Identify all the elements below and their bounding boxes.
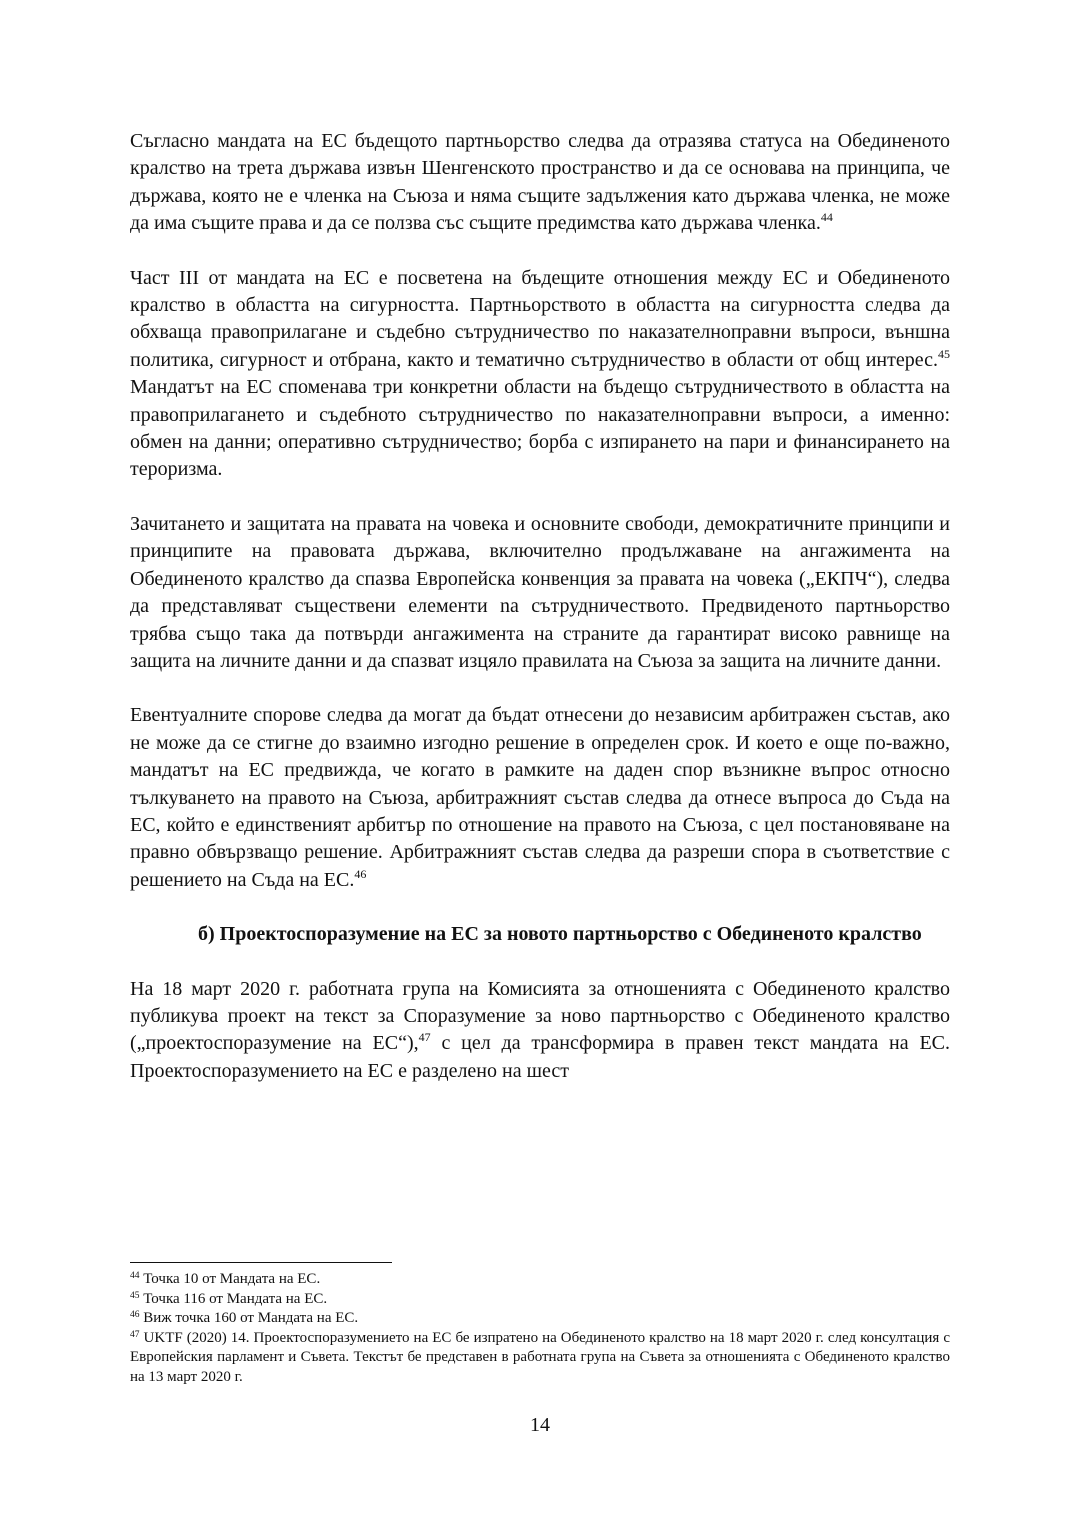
document-body (130, 128, 950, 1112)
paragraph-security-partnership (130, 265, 950, 484)
paragraph-text: Евентуалните спорове следва да могат да бъдат отнесени до независим арбитражен състав, ако не може да се стигне до взаимно изгодно решение в определен срок. И което е още по-важно, мандатът на ЕС предвижда, че когато в рамките на даден спор възникне въпрос относно тълкуването на правото на Съюза, арбитражният състав следва да отнесе въпроса до Съда на ЕС, който е единственият арбитър по отношение на правото на Съюза, с цел постановяване на правно обвързващо решение. Арбитражният състав следва да разреши спора в съответствие с решението на Съда на ЕС. (130, 704, 950, 891)
footnote-number: 44 (130, 1271, 140, 1281)
footnote-ref-46[interactable]: 46 (354, 866, 367, 881)
paragraph-text: На 18 март 2020 г. работната група на Комисията за отношенията с Обединеното кралство публикува проект на текст за Споразумение за ново партньорство с Обединеното кралство („проектоспоразумение на ЕС“), (130, 977, 950, 1055)
footnote-45 (130, 1290, 950, 1310)
paragraph-eu-mandate-status (130, 128, 950, 238)
footnote-text: Точка 116 от Мандата на ЕС. (139, 1290, 328, 1307)
footnote-ref-44[interactable]: 44 (820, 210, 833, 225)
paragraph-text: Зачитането и защитата на правата на човека и основните свободи, демократичните принципи и принципите на правовата държава, включително продължаване на ангажимента на Обединеното кралство да спазва Европейска конвенция за правата на човека („ЕКПЧ“), следва да представляват съществени елементи na сътрудничеството. Предвиденото партньорство трябва също така да потвърди ангажимента на страните да гарантират високо равнище на защита на личните данни и да спазват изцяло правилата на Съюза за защита на личните данни. (130, 512, 950, 672)
footnote-number: 46 (130, 1310, 140, 1320)
paragraph-text-continued: с цел да трансформира в правен текст мандата на ЕС. Проектоспоразумението на ЕС е разделено на шест (130, 1032, 951, 1082)
section-heading: б) Проектоспоразумение на ЕС за новото партньорство с Обединеното кралство (198, 923, 922, 946)
footnote-44 (130, 1270, 950, 1290)
footnote-text: Виж точка 160 от Мандата на ЕС. (139, 1310, 359, 1326)
paragraph-text: Част III от мандата на ЕС е посветена на бъдещите отношения между ЕС и Обединеното кралство в областта на сигурността. Партньорството в областта на сигурността следва да обхваща правоприлагане и съдебно сътрудничество по наказателноправни въпроси, външна политика, сигурност и отбрана, както и тематично сътрудничество в области от общ интерес. (130, 266, 950, 371)
footnote-separator (130, 1262, 392, 1263)
paragraph-draft-agreement (130, 976, 950, 1086)
paragraph-text-continued: Мандатът на ЕС споменава три конкретни области на бъдещо сътрудничеството в областта на правоприлагането и съдебното сътрудничество по наказателноправни въпроси, а именно: обмен на данни; оперативно сътрудничество; борба с изпирането на пари и финансирането на тероризма. (130, 376, 950, 481)
paragraph-text: Съгласно мандата на ЕС бъдещото партньорство следва да отразява статуса на Обединеното кралство на трета държава извън Шенгенското пространство и да се основава на принципа, че държава, която не е членка на Съюза и няма същите задължения като държава членка, не може да има същите права и да се ползва със същите предимства като държава членка. (130, 130, 950, 235)
footnote-ref-45[interactable]: 45 (938, 346, 950, 361)
footnote-text: Точка 10 от Мандата на ЕС. (139, 1271, 321, 1287)
page-number: 14 (530, 1414, 550, 1436)
footnote-number: 47 (130, 1329, 140, 1340)
paragraph-human-rights (130, 511, 950, 675)
footnote-text: UKTF (2020) 14. Проектоспоразумението на ЕС бе изпратено на Обединеното кралство на 18 март 2020 г. след консултация с Европейския парламент и Съвета. Текстът бе представен в работната група на Съвета за отношенията с Обединеното кралство на 13 март 2020 г. (130, 1329, 950, 1385)
footnote-46 (130, 1309, 950, 1329)
footnotes (130, 1270, 950, 1387)
footnote-number: 45 (130, 1290, 140, 1301)
footnote-ref-47[interactable]: 47 (418, 1030, 431, 1045)
paragraph-dispute-settlement (130, 702, 950, 894)
footnote-47 (130, 1329, 950, 1388)
